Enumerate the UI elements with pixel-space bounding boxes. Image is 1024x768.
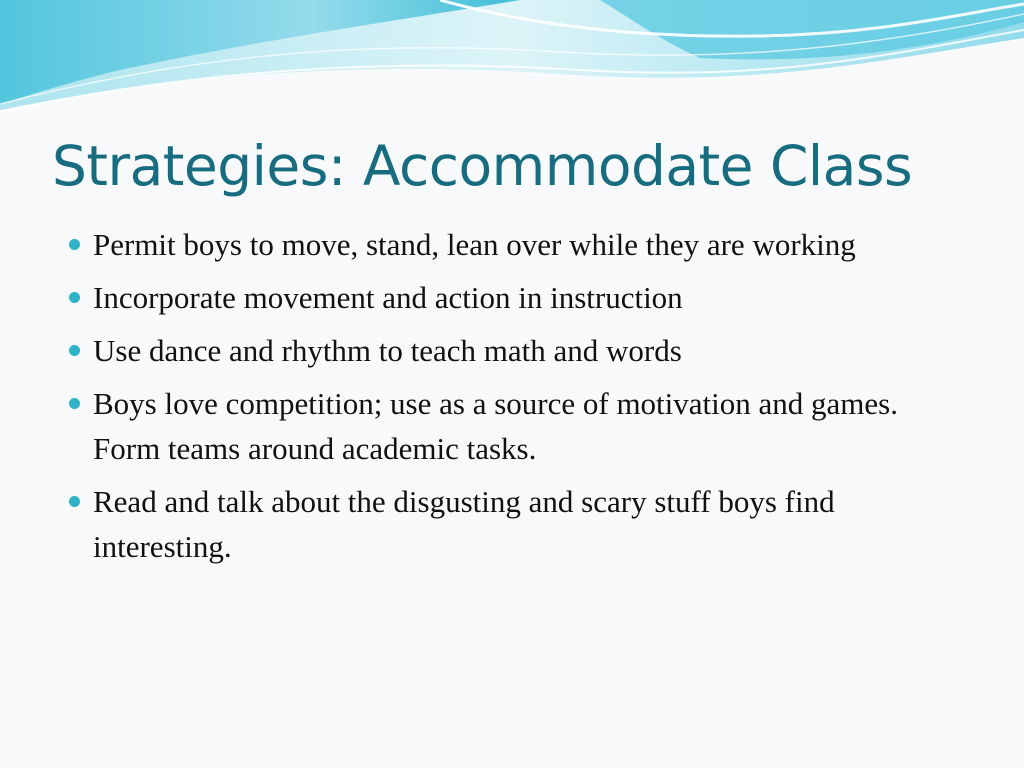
bullet-text: Incorporate movement and action in instruction [93,280,683,315]
slide-title: Strategies: Accommodate Class [52,134,913,198]
list-item [60,275,960,320]
list-item [60,328,960,373]
bullet-dot-icon [69,292,80,303]
bullet-dot-icon [69,496,80,507]
bullet-dot-icon [69,345,80,356]
bullet-text: Boys love competition; use as a source of motivation and games. Form teams around academic tasks. [93,386,898,466]
header-wave-decoration [0,0,1024,130]
list-item [60,222,960,267]
list-item [60,381,960,471]
bullet-dot-icon [69,239,80,250]
bullet-text: Use dance and rhythm to teach math and words [93,333,682,368]
bullet-list [60,222,960,577]
bullet-dot-icon [69,398,80,409]
bullet-text: Read and talk about the disgusting and scary stuff boys find interesting. [93,484,835,564]
bullet-text: Permit boys to move, stand, lean over while they are working [93,227,856,262]
list-item [60,479,960,569]
